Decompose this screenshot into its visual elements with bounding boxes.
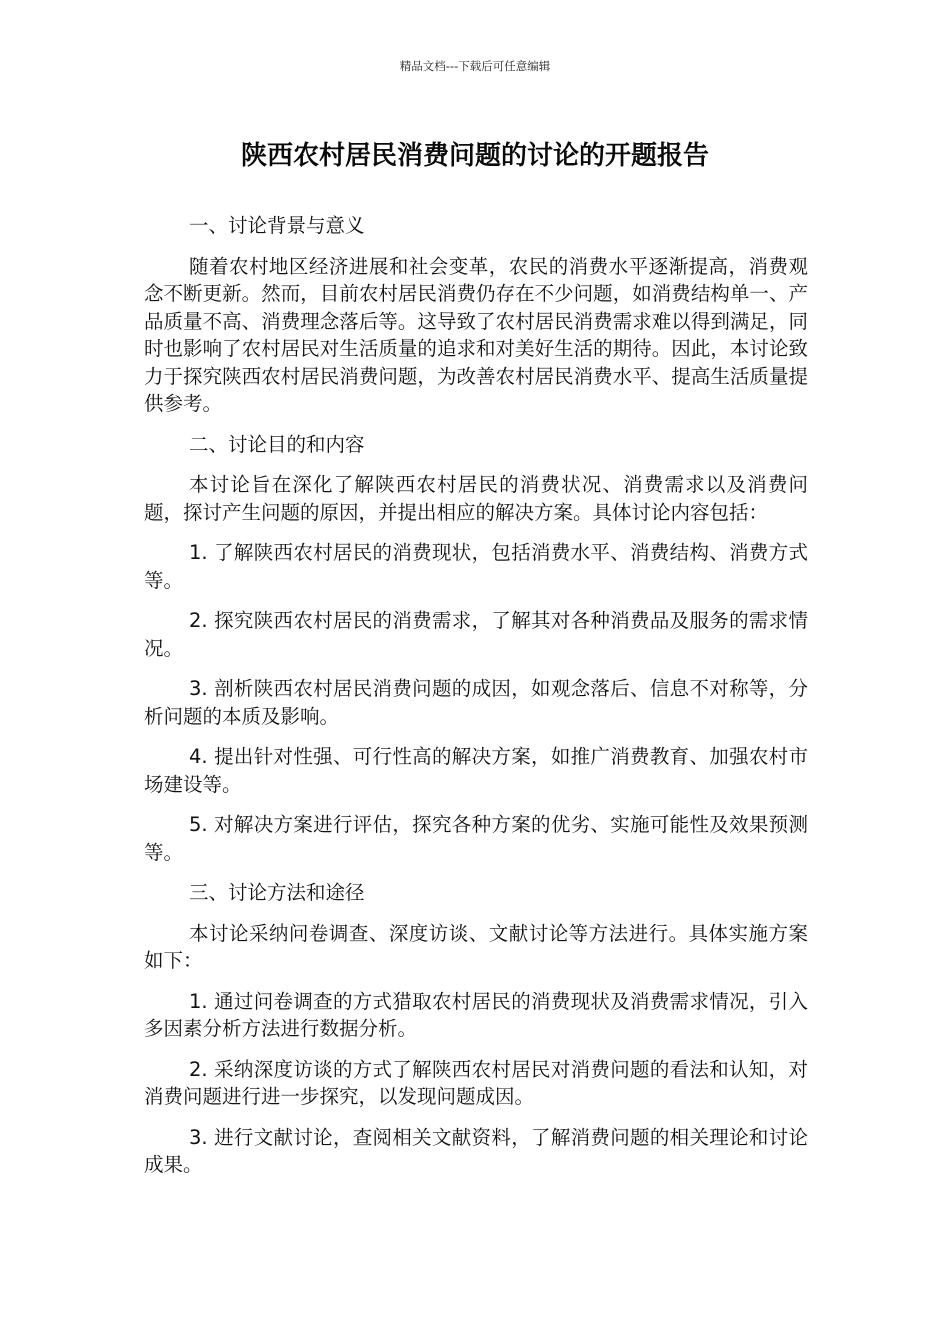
section-heading-purpose: 二、讨论目的和内容 bbox=[189, 432, 365, 456]
document-title: 陕西农村居民消费问题的讨论的开题报告 bbox=[240, 141, 709, 171]
section-heading-background: 一、讨论背景与意义 bbox=[189, 214, 365, 237]
list-item-method-1: 1. 通过问卷调查的方式猎取农村居民的消费现状及消费需求情况，引入多因素分析方法进行数据分析。 bbox=[144, 989, 808, 1040]
paragraph-methods-intro: 本讨论采纳问卷调查、深度访谈、文献讨论等方法进行。具体实施方案如下： bbox=[144, 921, 808, 972]
list-item-content-4: 4. 提出针对性强、可行性高的解决方案，如推广消费教育、加强农村市场建设等。 bbox=[144, 745, 808, 796]
list-item-method-2: 2. 采纳深度访谈的方式了解陕西农村居民对消费问题的看法和认知，对消费问题进行进一步探究，以发现问题成因。 bbox=[144, 1057, 808, 1108]
list-item-content-2: 2. 探究陕西农村居民的消费需求，了解其对各种消费品及服务的需求情况。 bbox=[144, 609, 808, 660]
list-item-content-5: 5. 对解决方案进行评估，探究各种方案的优劣、实施可能性及效果预测等。 bbox=[144, 813, 808, 864]
section-heading-methods: 三、讨论方法和途径 bbox=[189, 881, 365, 904]
list-item-content-1: 1. 了解陕西农村居民的消费现状，包括消费水平、消费结构、消费方式等。 bbox=[144, 541, 808, 592]
list-item-content-3: 3. 剖析陕西农村居民消费问题的成因，如观念落后、信息不对称等，分析问题的本质及影响。 bbox=[144, 677, 808, 728]
document-body bbox=[144, 212, 808, 1192]
paragraph-background: 随着农村地区经济进展和社会变革，农民的消费水平逐渐提高，消费观念不断更新。然而，目前农村居民消费仍存在不少问题，如消费结构单一、产品质量不高、消费理念落后等。这导致了农村居民消费需求难以得到满足，同时也影响了农村居民对生活质量的追求和对美好生活的期待。因此，本讨论致力于探究陕西农村居民消费问题，为改善农村居民消费水平、提高生活质量提供参考。 bbox=[144, 254, 808, 415]
list-item-method-3: 3. 进行文献讨论，查阅相关文献资料，了解消费问题的相关理论和讨论成果。 bbox=[144, 1125, 808, 1176]
paragraph-purpose-intro: 本讨论旨在深化了解陕西农村居民的消费状况、消费需求以及消费问题，探讨产生问题的原因，并提出相应的解决方案。具体讨论内容包括： bbox=[144, 473, 808, 524]
header-note: 精品文档---下载后可任意编辑 bbox=[399, 59, 551, 73]
